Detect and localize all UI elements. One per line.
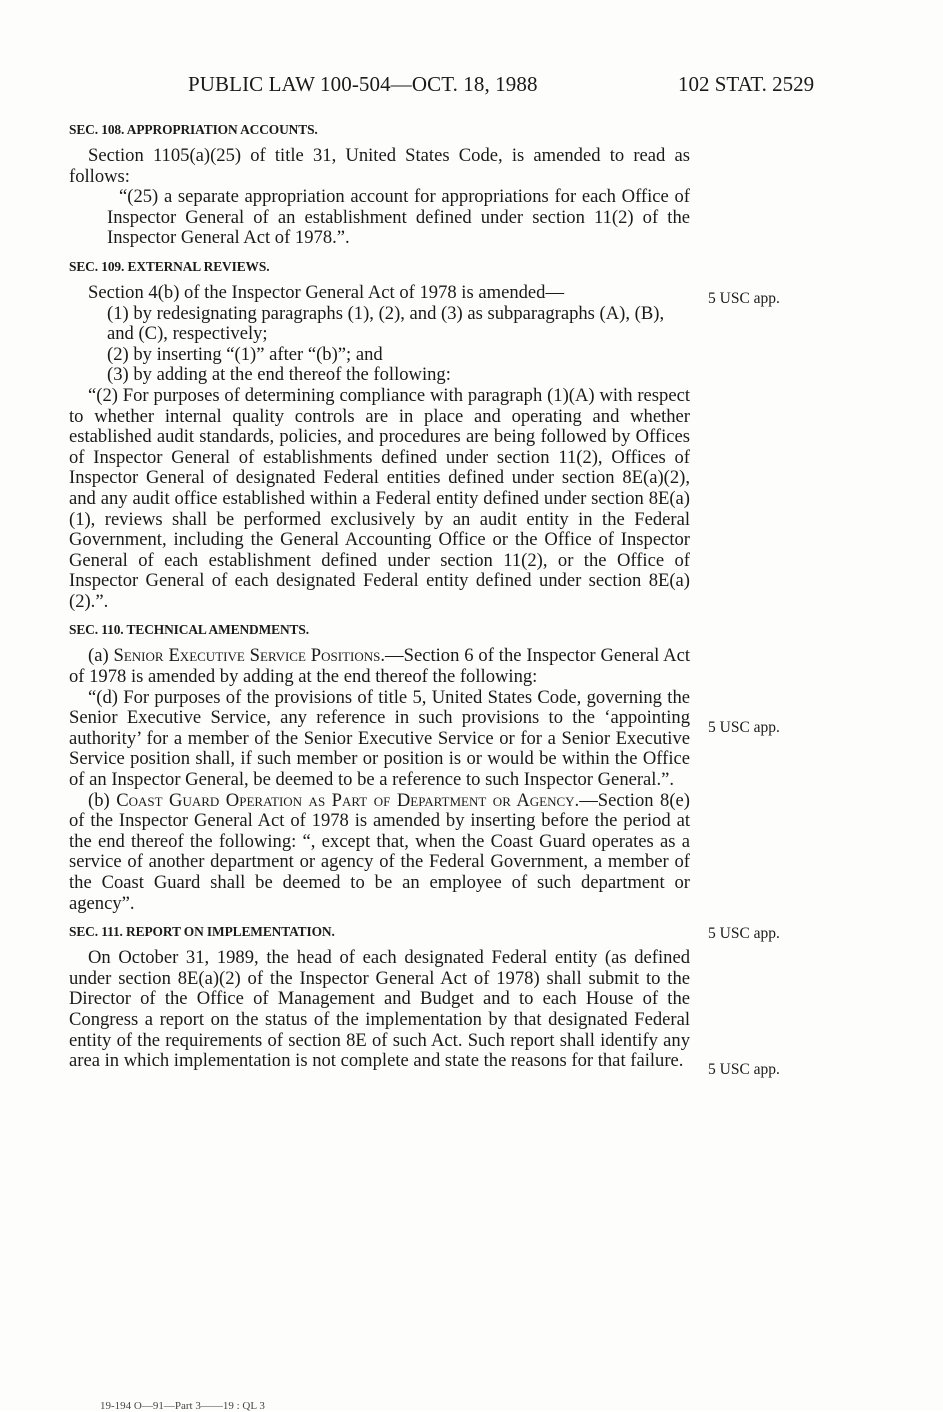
quoted-amendment: “(2) For purposes of determining compliance with paragraph (1)(A) with respect to whether internal quality controls are in place and operating and whether established audit standards, policies, and procedures are being followed by Offices of Inspector General of establishments defined under section 11(2), Offices of Inspector General of designated Federal entities defined under section 8E(a)(2), and any audit office established within a Federal entity defined under section 8E(a)(1), reviews shall be performed exclusively by an audit entity in the Federal Government, including the General Accounting Office or the Office of Inspector General of each establishment defined under section 11(2), or the Office of Inspector General of each designated Federal entity defined under section 8E(a)(2).”.	[69, 384, 690, 612]
subsection-text: —Section 8(e) of the Inspector General Act of 1978 is amended by inserting before the period at the end thereof the following: “, except that, when the Coast Guard operates as a service of another department or agency of the Federal Government, a member of the Coast Guard shall be deemed to be an employee of such department or agency”.	[69, 789, 690, 914]
main-text-column	[69, 120, 690, 1072]
subsection-caption: Senior Executive Service Positions.	[113, 645, 386, 667]
margin-note: 5 USC app.	[708, 719, 780, 736]
amendment-item: (2) by inserting “(1)” after “(b)”; and	[107, 343, 383, 365]
margin-note: 5 USC app.	[708, 925, 780, 942]
subsection-b: (b) Coast Guard Operation as Part of Department or Agency.—Section 8(e) of the Inspector General Act of 1978 is amended by inserting before the period at the end thereof the following: “, except that, when the Coast Guard operates as a service of another department or agency of the Federal Government, a member of the Coast Guard shall be deemed to be an employee of such department or agency”.	[69, 789, 690, 914]
subsection-text: —Section 6 of the Inspector General Act of 1978 is amended by adding at the end thereof the following:	[69, 645, 690, 688]
section-paragraph: On October 31, 1989, the head of each designated Federal entity (as defined under section 8E(a)(2) of the Inspector General Act of 1978) shall submit to the Director of the Office of Management and Budget and to each House of the Congress a report on the status of the implementation by that designated Federal entity of the requirements of section 8E of such Act. Such report shall identify any area in which implementation is not complete and state the reasons for that failure.	[69, 947, 690, 1072]
section-heading: SEC. 109. EXTERNAL REVIEWS.	[69, 258, 270, 274]
section-108	[69, 120, 690, 249]
quoted-amendment: “(d) For purposes of the provisions of title 5, United States Code, governing the Senior Executive Service, any reference in such provisions to the ‘appointing authority’ for a member of the Senior Executive Service or for a Senior Executive Service position shall, if such member or position is or would be within the Office of an Inspector General, be deemed to be a reference to such Inspector General.”.	[69, 686, 690, 791]
statute-page-number: 102 STAT. 2529	[678, 72, 815, 96]
subsection-caption: Coast Guard Operation as Part of Department or Agency.	[116, 789, 580, 811]
section-111	[69, 922, 690, 1072]
section-109	[69, 257, 690, 613]
section-paragraph: Section 4(b) of the Inspector General Act of 1978 is amended—	[88, 281, 565, 303]
section-paragraph: Section 1105(a)(25) of title 31, United States Code, is amended to read as follows:	[69, 145, 690, 187]
amendment-item: (1) by redesignating paragraphs (1), (2), and (3) as subparagraphs (A), (B), and (C), respectively;	[107, 302, 665, 345]
print-footer: 19-194 O—91—Part 3——19 : QL 3	[100, 1400, 265, 1412]
section-110	[69, 620, 690, 914]
subsection-a: (a) Senior Executive Service Positions.—Section 6 of the Inspector General Act of 1978 is amended by adding at the end thereof the following:	[69, 645, 690, 688]
public-law-header: PUBLIC LAW 100-504—OCT. 18, 1988	[188, 72, 538, 96]
section-heading: SEC. 110. TECHNICAL AMENDMENTS.	[69, 622, 309, 638]
margin-note: 5 USC app.	[708, 1061, 780, 1078]
section-heading: SEC. 111. REPORT ON IMPLEMENTATION.	[69, 924, 335, 940]
quoted-amendment: “(25) a separate appropriation account for appropriations for each Office of Inspector General of an establishment defined under section 11(2) of the Inspector General Act of 1978.”.	[107, 186, 690, 249]
amendment-item: (3) by adding at the end thereof the following:	[107, 364, 451, 386]
margin-note: 5 USC app.	[708, 290, 780, 307]
section-heading: SEC. 108. APPROPRIATION ACCOUNTS.	[69, 122, 318, 137]
